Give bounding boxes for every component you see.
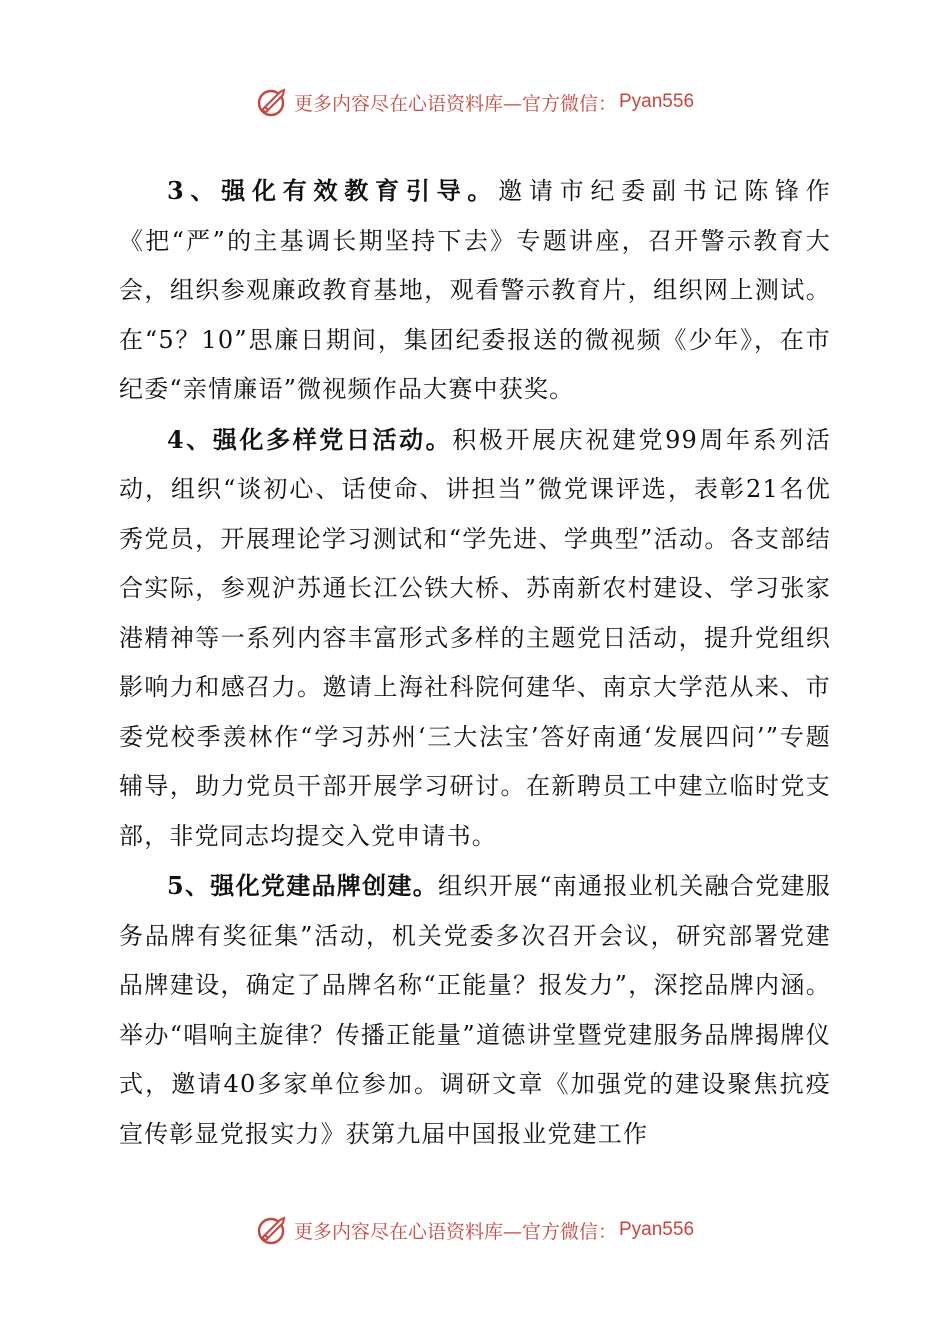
watermark-banner-bottom [0,1210,950,1250]
watermark-site-text: 更多内容尽在心语资料库—官方微信： [293,92,617,115]
watermark-wechat-id: Pyan556 [619,91,695,112]
paragraph-text: 邀请市纪委副书记陈锋作《把“严”的主基调长期坚持下去》专题讲座，召开警示教育大会，组织参观廉政教育基地，观看警示教育片，组织网上测试。在“5？10”思廉日期间，集团纪委报送的微视频《少年》，在市纪委“亲情廉语”微视频作品大赛中获奖。 [119,177,832,403]
paragraph-heading: 5、强化党建品牌创建。 [167,871,439,900]
watermark-banner-top [0,82,950,122]
paragraph-text: 组织开展“南通报业机关融合党建服务品牌有奖征集”活动，机关党委多次召开会议，研究部署党建品牌建设，确定了品牌名称“正能量？报发力”，深挖品牌内涵。举办“唱响主旋律？传播正能量”道德讲堂暨党建服务品牌揭牌仪式，邀请40多家单位参加。调研文章《加强党的建设聚焦抗疫宣传彰显党报实力》获第九届中国报业党建工作 [119,872,831,1148]
pen-in-circle-icon [256,1213,290,1247]
paragraph-text: 积极开展庆祝建党99周年系列活动，组织“谈初心、话使命、讲担当”微党课评选，表彰21名优秀党员，开展理论学习测试和“学先进、学典型”活动。各支部结合实际，参观沪苏通长江公铁大桥、苏南新农村建设、学习张家港精神等一系列内容丰富形式多样的主题党日活动，提升党组织影响力和感召力。邀请上海社科院何建华、南京大学范从来、市委党校季羡林作“学习苏州‘三大法宝’答好南通‘发展四问’”专题辅导，助力党员干部开展学习研讨。在新聘员工中建立临时党支部，非党同志均提交入党申请书。 [119,425,831,850]
paragraph-heading: 4、强化多样党日活动。 [167,424,453,454]
watermark-wechat-id: Pyan556 [619,1219,695,1240]
paragraph-5 [119,861,831,1159]
paragraph-heading: 3、强化有效教育引导。 [167,176,499,205]
paragraph-4 [119,415,831,862]
pen-in-circle-icon [256,85,290,119]
document-body [119,166,831,1159]
paragraph-3 [119,166,831,415]
watermark-site-text: 更多内容尽在心语资料库—官方微信： [293,1220,617,1243]
